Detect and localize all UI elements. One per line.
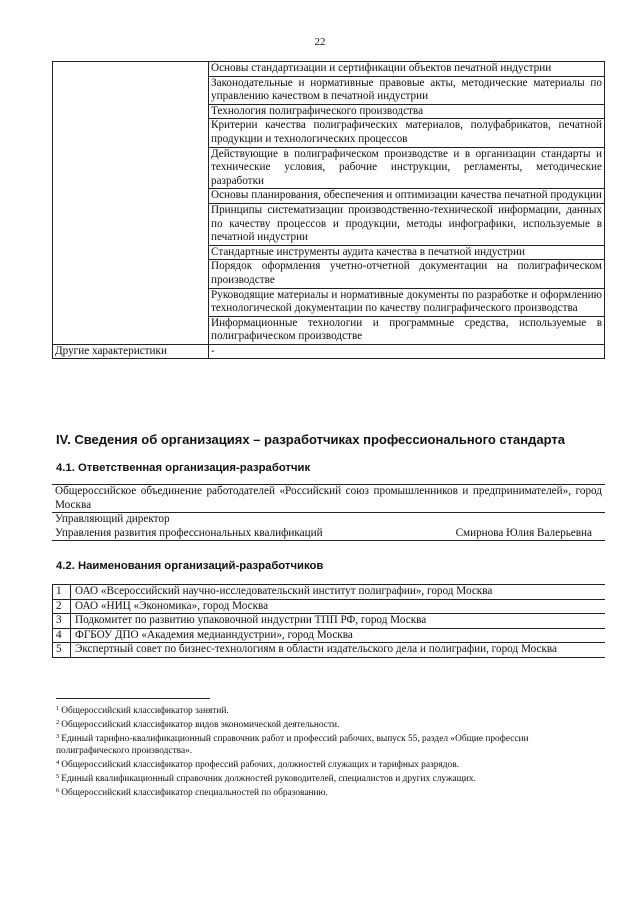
organization-name: ОАО «Всероссийский научно-исследовательский институт полиграфии», город Москва xyxy=(71,585,606,600)
footnote-number: 1 xyxy=(56,705,60,712)
knowledge-table xyxy=(52,61,605,359)
knowledge-item: Основы стандартизации и сертификации объектов печатной индустрии xyxy=(209,62,605,77)
table-row xyxy=(53,344,605,359)
knowledge-item: Информационные технологии и программные средства, используемые в полиграфическом производстве xyxy=(209,316,605,344)
footnote xyxy=(56,731,604,757)
row-number: 5 xyxy=(53,643,71,658)
organization-name: Экспертный совет по бизнес-технологиям в области издательского дела и полиграфии, город Москва xyxy=(71,643,606,658)
responsible-organization-heading: 4.1. Ответственная организация-разработчик xyxy=(56,462,311,474)
director-department: Управления развития профессиональных квалификаций xyxy=(55,526,323,539)
knowledge-item: Стандартные инструменты аудита качества в печатной индустрии xyxy=(209,245,605,260)
footnote xyxy=(56,785,604,799)
footnote xyxy=(56,717,604,731)
organization-name: ФГБОУ ДПО «Академия медиаиндустрии», город Москва xyxy=(71,628,606,643)
responsible-organization-table xyxy=(52,484,605,541)
footnotes xyxy=(56,703,604,799)
footnote-number: 4 xyxy=(56,759,60,766)
row-number: 1 xyxy=(53,585,71,600)
row-number: 3 xyxy=(53,614,71,629)
table-row xyxy=(52,485,605,513)
director-title: Управляющий директор xyxy=(55,513,170,526)
page-number: 22 xyxy=(314,36,326,48)
footnote-text: Единый тарифно-квалификационный справочник работ и профессий рабочих, выпуск 55, раздел «Общие профессии полиграфического производства». xyxy=(56,734,529,756)
developer-organizations-table xyxy=(52,584,605,658)
footnote-text: Общероссийский классификатор специальностей по образованию. xyxy=(61,788,328,798)
director-cell xyxy=(52,513,605,541)
organization-name: Подкомитет по развитию упаковочной индустрии ТПП РФ, город Москва xyxy=(71,614,606,629)
other-characteristics-label: Другие характеристики xyxy=(53,344,209,359)
table-row xyxy=(53,643,606,658)
knowledge-item: Критерии качества полиграфических материалов, полуфабрикатов, печатной продукции и технологических процессов xyxy=(209,119,605,147)
footnote-number: 5 xyxy=(56,773,60,780)
table-row xyxy=(53,62,605,77)
footnote-number: 2 xyxy=(56,719,60,726)
knowledge-item: Руководящие материалы и нормативные документы по разработке и оформлению технологической документации по качеству полиграфического производства xyxy=(209,288,605,316)
row-number: 2 xyxy=(53,599,71,614)
table-row xyxy=(53,585,606,600)
row-label-cell xyxy=(53,62,209,345)
table-row xyxy=(53,614,606,629)
knowledge-item: Порядок оформления учетно-отчетной документации на полиграфическом производстве xyxy=(209,260,605,288)
section-heading: IV. Сведения об организациях – разработчиках профессионального стандарта xyxy=(56,432,565,447)
knowledge-item: Законодательные и нормативные правовые акты, методические материалы по управлению качеством в печатной индустрии xyxy=(209,76,605,104)
organization-name: ОАО «НИЦ «Экономика», город Москва xyxy=(71,599,606,614)
footnote-divider xyxy=(56,698,210,699)
footnote-text: Общероссийский классификатор занятий. xyxy=(61,706,229,716)
developer-organizations-heading: 4.2. Наименования организаций-разработчиков xyxy=(56,560,324,572)
director-signature-row xyxy=(55,527,602,541)
footnote-text: Общероссийский классификатор видов экономической деятельности. xyxy=(61,720,340,730)
footnote-number: 6 xyxy=(56,787,60,794)
footnote-text: Общероссийский классификатор профессий рабочих, должностей служащих и тарифных разрядов. xyxy=(61,760,459,770)
footnote xyxy=(56,757,604,771)
footnote-number: 3 xyxy=(56,733,60,740)
organization-name: Общероссийское объединение работодателей «Российский союз промышленников и предпринимателей», город Москва xyxy=(52,485,605,513)
director-name: Смирнова Юлия Валерьевна xyxy=(455,526,592,539)
table-row xyxy=(52,513,605,541)
footnote-text: Единый квалификационный справочник должностей руководителей, специалистов и других служащих. xyxy=(61,774,476,784)
knowledge-item: Принципы систематизации производственно-технической информации, данных по качеству процессов и продукции, методы инфографики, используемые в печатной индустрии xyxy=(209,203,605,245)
footnote xyxy=(56,703,604,717)
knowledge-item: Технология полиграфического производства xyxy=(209,104,605,119)
row-number: 4 xyxy=(53,628,71,643)
other-characteristics-value: - xyxy=(209,344,605,359)
knowledge-item: Действующие в полиграфическом производстве и в организации стандарты и технические условия, рабочие инструкции, регламенты, методические разработки xyxy=(209,147,605,189)
table-row xyxy=(53,628,606,643)
knowledge-item: Основы планирования, обеспечения и оптимизации качества печатной продукции xyxy=(209,189,605,204)
footnote xyxy=(56,771,604,785)
table-row xyxy=(53,599,606,614)
